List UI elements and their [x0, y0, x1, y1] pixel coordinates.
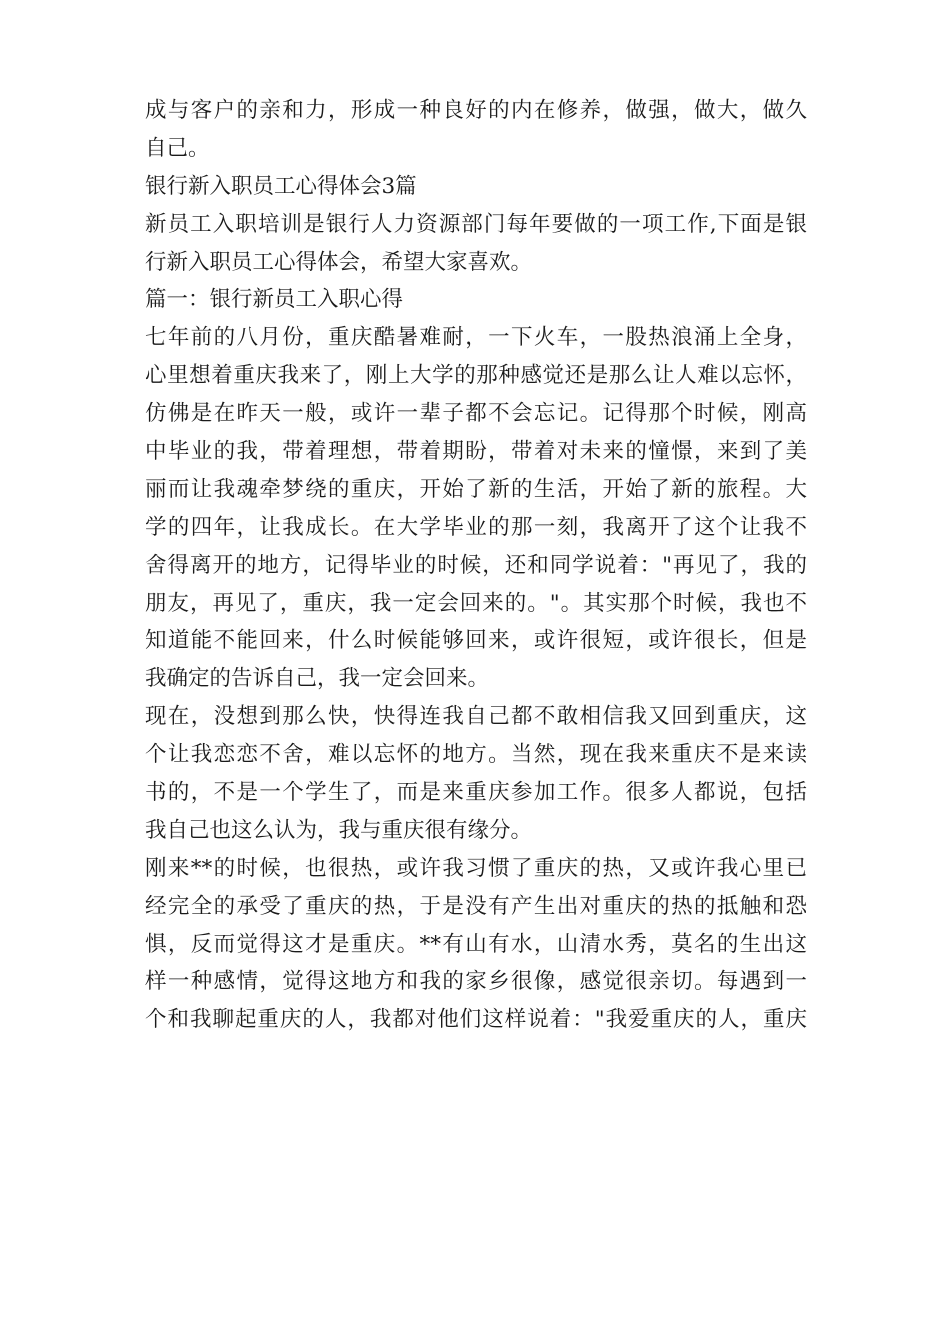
- text-line: 朋友，再见了，重庆，我一定会回来的。"。其实那个时候，我也不: [145, 590, 807, 616]
- text-line: 新员工入职培训是银行人力资源部门每年要做的一项工作,下面是银: [145, 211, 807, 237]
- text-line: 书的，不是一个学生了，而是来重庆参加工作。很多人都说，包括: [145, 780, 807, 806]
- text-line: 自己。: [145, 135, 210, 161]
- text-line: 现在，没想到那么快，快得连我自己都不敢相信我又回到重庆，这: [145, 704, 807, 730]
- section-title: 银行新入职员工心得体会3篇: [145, 173, 417, 199]
- text-line: 舍得离开的地方，记得毕业的时候，还和同学说着："再见了，我的: [145, 552, 807, 578]
- text-line: 行新入职员工心得体会，希望大家喜欢。: [145, 249, 533, 275]
- text-line: 个和我聊起重庆的人，我都对他们这样说着："我爱重庆的人，重庆: [145, 1007, 807, 1033]
- text-line: 知道能不能回来，什么时候能够回来，或许很短，或许很长，但是: [145, 628, 807, 654]
- text-line: 我自己也这么认为，我与重庆很有缘分。: [145, 817, 533, 843]
- text-line: 惧，反而觉得这才是重庆。**有山有水，山清水秀，莫名的生出这: [145, 931, 807, 957]
- text-line: 中毕业的我，带着理想，带着期盼，带着对未来的憧憬，来到了美: [145, 439, 807, 465]
- text-line: 个让我恋恋不舍，难以忘怀的地方。当然，现在我来重庆不是来读: [145, 742, 807, 768]
- document-body: [145, 92, 807, 1039]
- text-line: 成与客户的亲和力，形成一种良好的内在修养，做强，做大，做久: [145, 98, 807, 123]
- text-line: 心里想着重庆我来了，刚上大学的那种感觉还是那么让人难以忘怀，: [145, 363, 807, 389]
- text-line: 丽而让我魂牵梦绕的重庆，开始了新的生活，开始了新的旅程。大: [145, 476, 807, 502]
- text-line: 刚来**的时候，也很热，或许我习惯了重庆的热，又或许我心里已: [145, 855, 807, 881]
- chapter-heading: 篇一：银行新员工入职心得: [145, 287, 404, 313]
- text-line: 我确定的告诉自己，我一定会回来。: [145, 666, 490, 692]
- text-line: 学的四年，让我成长。在大学毕业的那一刻，我离开了这个让我不: [145, 514, 807, 540]
- text-line: 经完全的承受了重庆的热，于是没有产生出对重庆的热的抵触和恐: [145, 893, 807, 919]
- text-line: 七年前的八月份，重庆酷暑难耐，一下火车，一股热浪涌上全身，: [145, 325, 807, 351]
- text-line: 样一种感情，觉得这地方和我的家乡很像，感觉很亲切。每遇到一: [145, 969, 807, 995]
- text-line: 仿佛是在昨天一般，或许一辈子都不会忘记。记得那个时候，刚高: [145, 401, 807, 427]
